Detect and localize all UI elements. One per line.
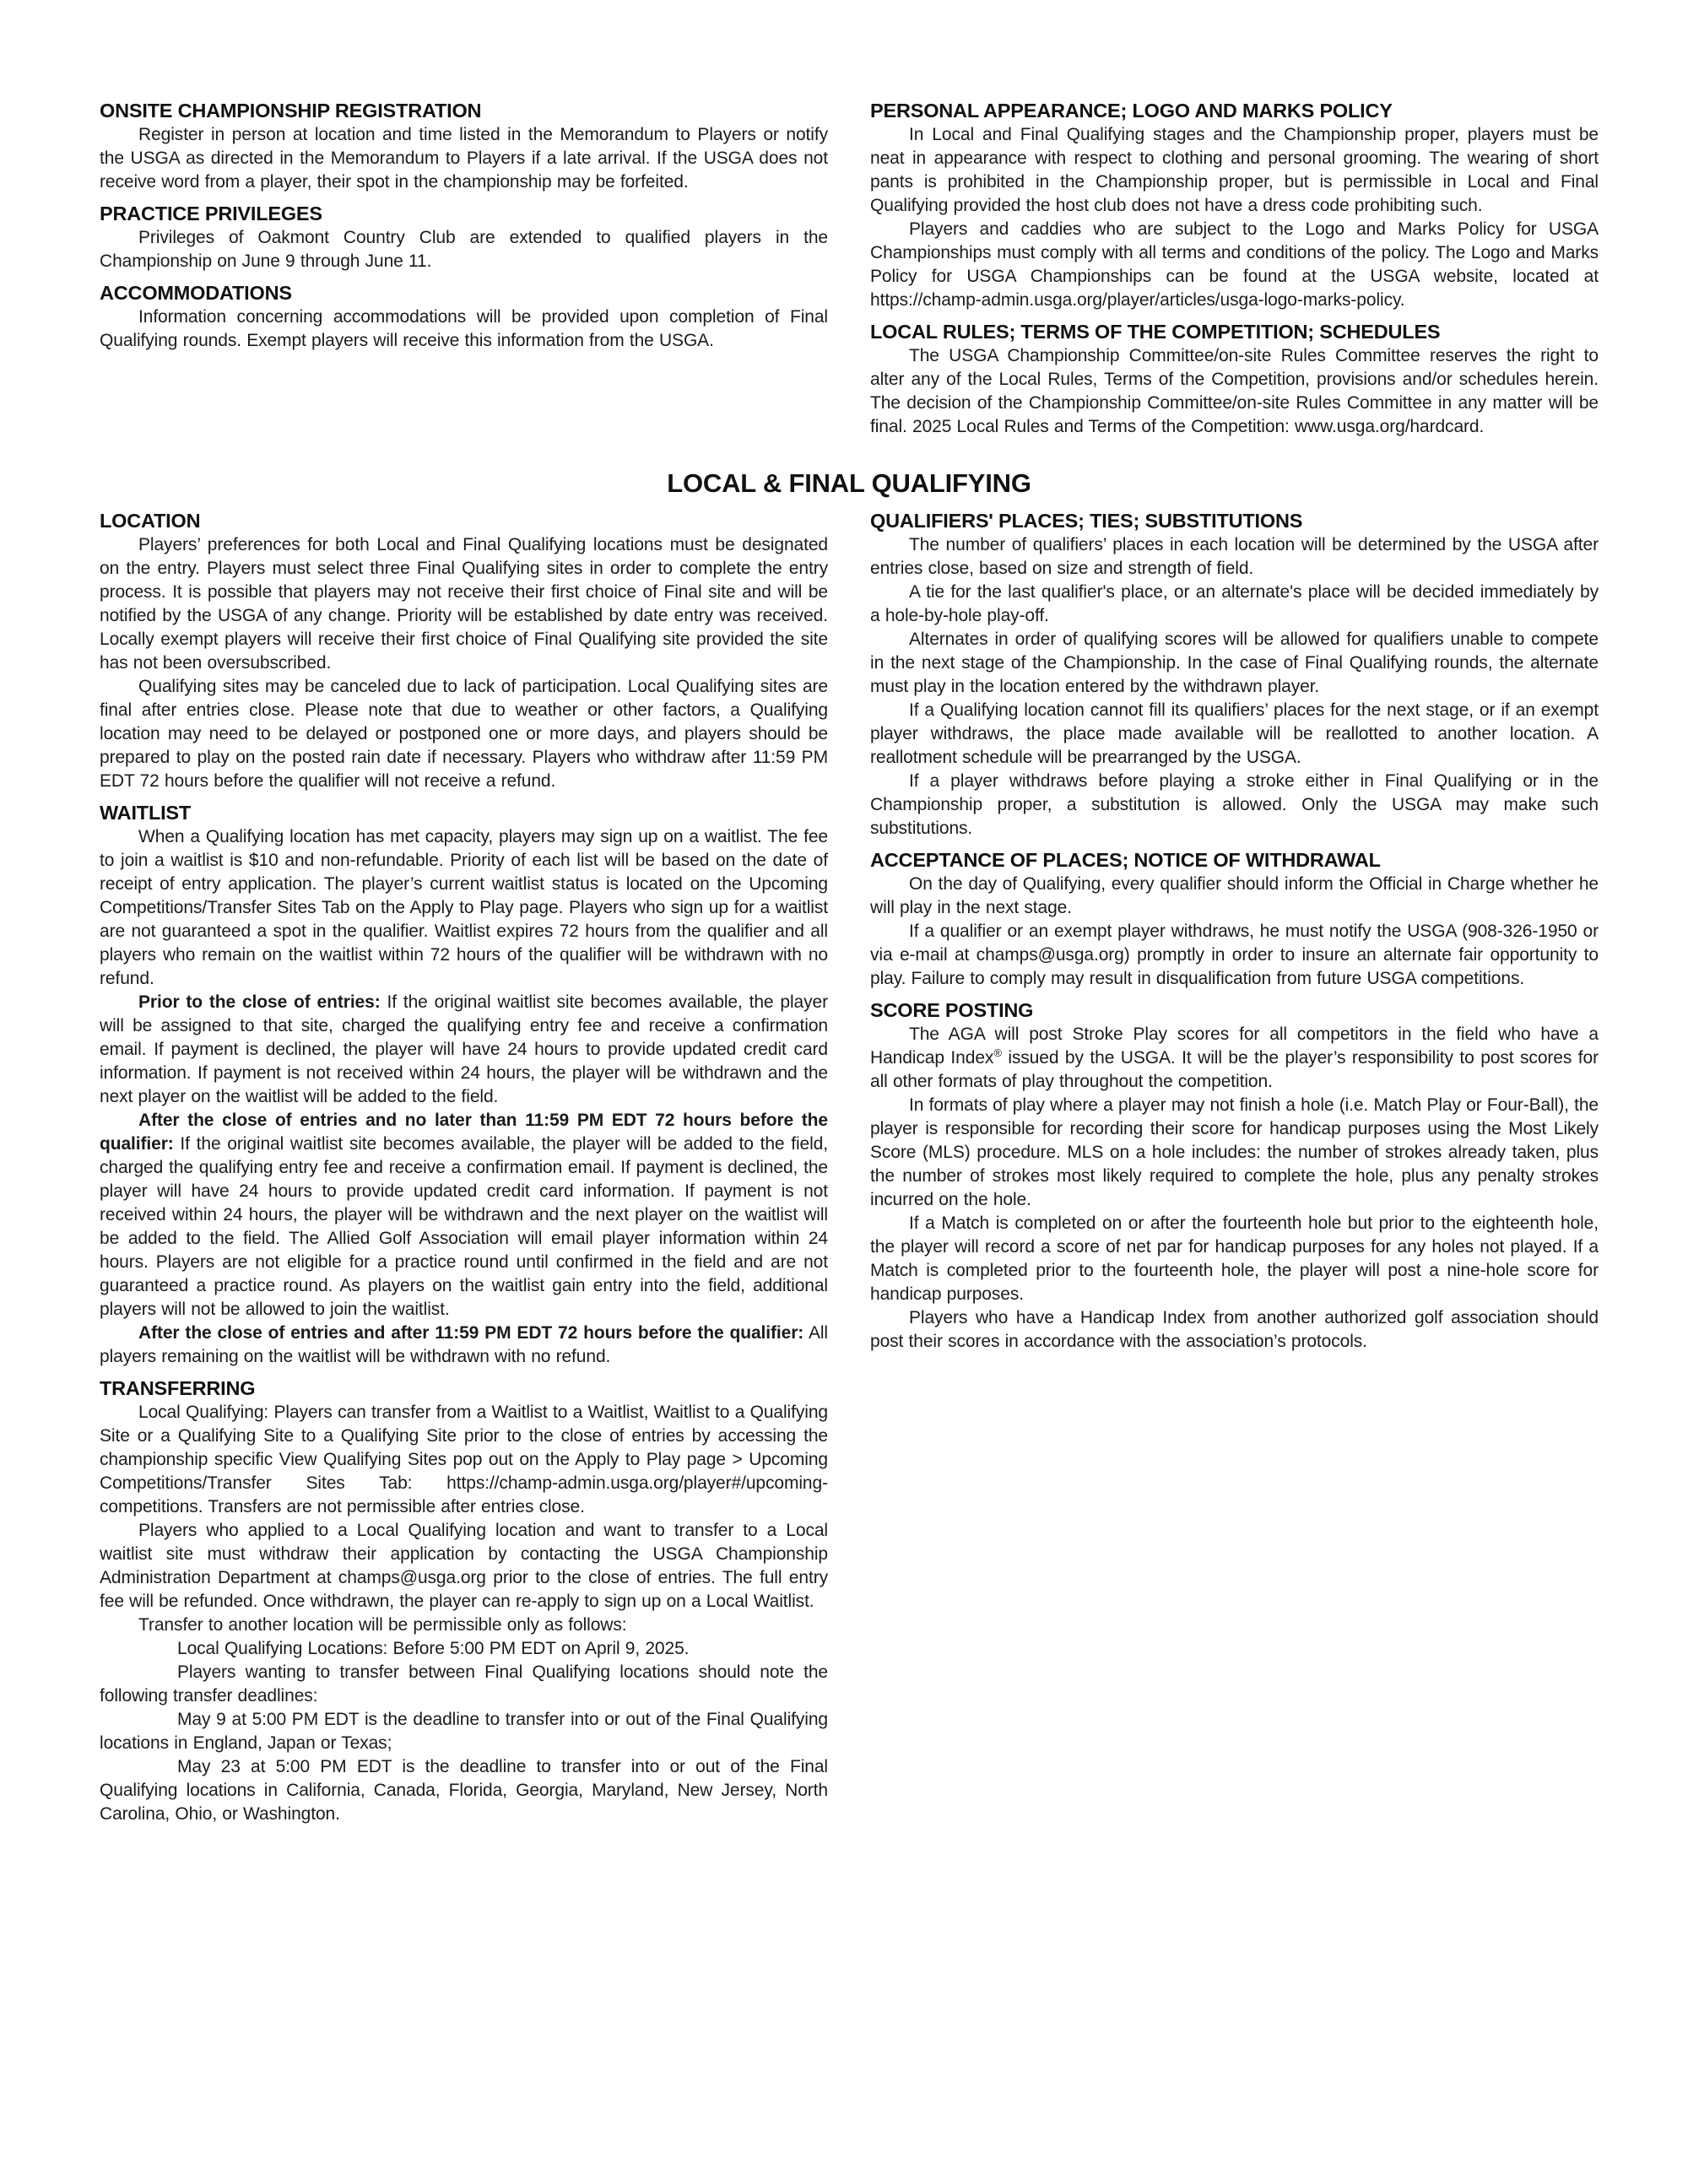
- heading-practice-privileges: PRACTICE PRIVILEGES: [100, 203, 322, 224]
- bottom-left-column: [100, 509, 828, 1826]
- heading-location: LOCATION: [100, 510, 201, 532]
- paragraph: In formats of play where a player may not finish a hole (i.e. Match Play or Four-Ball), the player is responsible for recording their score for handicap purposes using the Most Likely Score (MLS) procedure. MLS on a hole includes: the number of strokes already taken, plus the number of strokes most likely required to complete the hole, plus any penalty strokes incurred on the hole.: [870, 1095, 1599, 1209]
- heading-personal-appearance: PERSONAL APPEARANCE; LOGO AND MARKS POLICY: [870, 100, 1393, 122]
- paragraph: If a player withdraws before playing a stroke either in Final Qualifying or in the Championship proper, a substitution is allowed. Only the USGA may make such substitutions.: [870, 771, 1599, 838]
- paragraph: Local Qualifying: Players can transfer from a Waitlist to a Waitlist, Waitlist to a Qualifying Site or a Qualifying Site to a Qualifying Site prior to the close of entries by accessing the championship specific View Qualifying Sites pop out on the Apply to Play page > Upcoming Competitions/Transfer Sites Tab: https://champ-admin.usga.org/player#/upcoming-competitions. Transfers are not permissible after entries close.: [100, 1403, 828, 1516]
- section-onsite-registration: [100, 99, 828, 194]
- paragraph: [100, 1322, 828, 1369]
- section-location: [100, 509, 828, 793]
- paragraph: [870, 1023, 1599, 1094]
- bold-lead: After the close of entries and no later than 11:59 PM EDT 72 hours before the qualifier:: [100, 1111, 828, 1154]
- paragraph: If a Qualifying location cannot fill its qualifiers’ places for the next stage, or if an exempt player withdraws, the place made available will be reallotted to another location. A reallotment schedule will be prearranged by the USGA.: [870, 700, 1599, 767]
- section-accommodations: [100, 281, 828, 353]
- paragraph: May 9 at 5:00 PM EDT is the deadline to transfer into or out of the Final Qualifying locations in England, Japan or Texas;: [100, 1710, 828, 1753]
- bottom-right-column: [870, 509, 1599, 1826]
- page-title: LOCAL & FINAL QUALIFYING: [667, 468, 1031, 498]
- heading-transferring: TRANSFERRING: [100, 1377, 256, 1399]
- heading-qualifiers-places: QUALIFIERS' PLACES; TIES; SUBSTITUTIONS: [870, 510, 1303, 532]
- section-score-posting: [870, 998, 1599, 1354]
- paragraph: [100, 1109, 828, 1322]
- bottom-columns: [100, 509, 1599, 1826]
- paragraph: Players and caddies who are subject to the Logo and Marks Policy for USGA Championships must comply with all terms and conditions of the policy. The Logo and Marks Policy for USGA Championships can be found at the USGA website, located at https://champ-admin.usga.org/player/articles/usga-logo-marks-policy.: [870, 219, 1599, 310]
- heading-onsite-registration: ONSITE CHAMPIONSHIP REGISTRATION: [100, 100, 482, 122]
- heading-accommodations: ACCOMMODATIONS: [100, 282, 292, 304]
- registered-mark: ®: [993, 1046, 1002, 1059]
- paragraph-text: issued by the USGA. It will be the player’s responsibility to post scores for all other formats of play throughout the competition.: [870, 1048, 1599, 1091]
- paragraph: Players wanting to transfer between Final Qualifying locations should note the following transfer deadlines:: [100, 1662, 828, 1706]
- section-qualifiers-places: [870, 509, 1599, 841]
- section-local-rules: [870, 320, 1599, 439]
- paragraph: In Local and Final Qualifying stages and the Championship proper, players must be neat in appearance with respect to clothing and personal grooming. The wearing of short pants is prohibited in the Championship proper, but is permissible in Local and Final Qualifying provided the host club does not have a dress code prohibiting such.: [870, 125, 1599, 215]
- heading-waitlist: WAITLIST: [100, 802, 192, 824]
- paragraph: On the day of Qualifying, every qualifier should inform the Official in Charge whether he will play in the next stage.: [870, 874, 1599, 917]
- heading-score-posting: SCORE POSTING: [870, 999, 1034, 1021]
- paragraph: Players who have a Handicap Index from another authorized golf association should post their scores in accordance with the association’s protocols.: [870, 1308, 1599, 1351]
- section-personal-appearance: [870, 99, 1599, 312]
- paragraph-text: If the original waitlist site becomes available, the player will be added to the field, charged the qualifying entry fee and receive a confirmation email. If payment is declined, the player will have 24 hours to provide updated credit card information. If payment is not received within 24 hours, the player will be withdrawn and the next player on the waitlist will be added to the field. The Allied Golf Association will email player information within 24 hours. Players are not eligible for a practice round until confirmed in the field and are not guaranteed a practice round. As players on the waitlist gain entry into the field, additional players will not be allowed to join the waitlist.: [100, 1134, 828, 1319]
- section-acceptance-withdrawal: [870, 848, 1599, 991]
- top-columns: [100, 99, 1599, 439]
- paragraph: Qualifying sites may be canceled due to lack of participation. Local Qualifying sites are final after entries close. Please note that due to weather or other factors, a Qualifying location may need to be delayed or postponed one or more days, and players should be prepared to play on the posted rain date if necessary. Players who withdraw after 11:59 PM EDT 72 hours before the qualifier will not receive a refund.: [100, 677, 828, 791]
- paragraph: Local Qualifying Locations: Before 5:00 PM EDT on April 9, 2025.: [177, 1639, 690, 1658]
- section-waitlist: [100, 801, 828, 1369]
- bold-lead: Prior to the close of entries:: [138, 992, 381, 1012]
- top-right-column: [870, 99, 1599, 439]
- paragraph: Privileges of Oakmont Country Club are extended to qualified players in the Championship on June 9 through June 11.: [100, 228, 828, 271]
- heading-acceptance-withdrawal: ACCEPTANCE OF PLACES; NOTICE OF WITHDRAWAL: [870, 849, 1381, 871]
- paragraph: If a Match is completed on or after the fourteenth hole but prior to the eighteenth hole, the player will record a score of net par for handicap purposes for any holes not played. If a Match is completed prior to the fourteenth hole, the player will post a nine-hole score for handicap purposes.: [870, 1214, 1599, 1304]
- paragraph: [100, 991, 828, 1109]
- paragraph: Transfer to another location will be permissible only as follows:: [138, 1615, 627, 1635]
- paragraph-text: If the original waitlist site becomes available, the player will be assigned to that site, charged the qualifying entry fee and receive a confirmation email. If payment is declined, the player will have 24 hours to provide updated credit card information. If payment is not received within 24 hours, the player will be withdrawn and the next player on the waitlist will be added to the field.: [100, 992, 828, 1106]
- paragraph: Information concerning accommodations will be provided upon completion of Final Qualifying rounds. Exempt players will receive this information from the USGA.: [100, 307, 828, 350]
- paragraph: The USGA Championship Committee/on-site Rules Committee reserves the right to alter any of the Local Rules, Terms of the Competition, provisions and/or schedules herein. The decision of the Championship Committee/on-site Rules Committee in any matter will be final. 2025 Local Rules and Terms of the Competition: www.usga.org/hardcard.: [870, 346, 1599, 436]
- paragraph: The number of qualifiers’ places in each location will be determined by the USGA after entries close, based on size and strength of field.: [870, 535, 1599, 578]
- bold-lead: After the close of entries and after 11:59 PM EDT 72 hours before the qualifier:: [138, 1323, 804, 1343]
- paragraph: A tie for the last qualifier's place, or an alternate's place will be decided immediately by a hole-by-hole play-off.: [870, 582, 1599, 625]
- paragraph: May 23 at 5:00 PM EDT is the deadline to transfer into or out of the Final Qualifying locations in California, Canada, Florida, Georgia, Maryland, New Jersey, North Carolina, Ohio, or Washington.: [100, 1757, 828, 1824]
- section-practice-privileges: [100, 202, 828, 273]
- paragraph: Players who applied to a Local Qualifying location and want to transfer to a Local waitlist site must withdraw their application by contacting the USGA Championship Administration Department at champs@usga.org prior to the close of entries. The full entry fee will be refunded. Once withdrawn, the player can re-apply to sign up on a Local Waitlist.: [100, 1521, 828, 1611]
- paragraph: Players’ preferences for both Local and Final Qualifying locations must be designated on the entry. Players must select three Final Qualifying sites in order to complete the entry process. It is possible that players may not receive their first choice of Final site and will be notified by the USGA of any change. Priority will be established by date entry was received. Locally exempt players will receive their first choice of Final Qualifying site provided the site has not been oversubscribed.: [100, 535, 828, 673]
- paragraph: When a Qualifying location has met capacity, players may sign up on a waitlist. The fee to join a waitlist is $10 and non-refundable. Priority of each list will be based on the date of receipt of entry application. The player’s current waitlist status is located on the Upcoming Competitions/Transfer Sites Tab on the Apply to Play page. Players who sign up for a waitlist are not guaranteed a spot in the qualifier. Waitlist expires 72 hours from the qualifier and all players who remain on the waitlist within 72 hours of the qualifier will be withdrawn with no refund.: [100, 827, 828, 988]
- paragraph: Register in person at location and time listed in the Memorandum to Players or notify the USGA as directed in the Memorandum to Players if a late arrival. If the USGA does not receive word from a player, their spot in the championship may be forfeited.: [100, 125, 828, 192]
- section-transferring: [100, 1376, 828, 1826]
- heading-local-rules: LOCAL RULES; TERMS OF THE COMPETITION; SCHEDULES: [870, 321, 1441, 343]
- paragraph: Alternates in order of qualifying scores will be allowed for qualifiers unable to compete in the next stage of the Championship. In the case of Final Qualifying rounds, the alternate must play in the location entered by the withdrawn player.: [870, 630, 1599, 696]
- top-left-column: [100, 99, 828, 439]
- paragraph-text: The AGA will post Stroke Play scores for all competitors in the field who have a Handicap Index: [870, 1024, 1599, 1068]
- paragraph: If a qualifier or an exempt player withdraws, he must notify the USGA (908-326-1950 or via e-mail at champs@usga.org) promptly in order to insure an alternate fair opportunity to play. Failure to comply may result in disqualification from future USGA competitions.: [870, 922, 1599, 988]
- paragraph-text: All players remaining on the waitlist will be withdrawn with no refund.: [100, 1323, 828, 1366]
